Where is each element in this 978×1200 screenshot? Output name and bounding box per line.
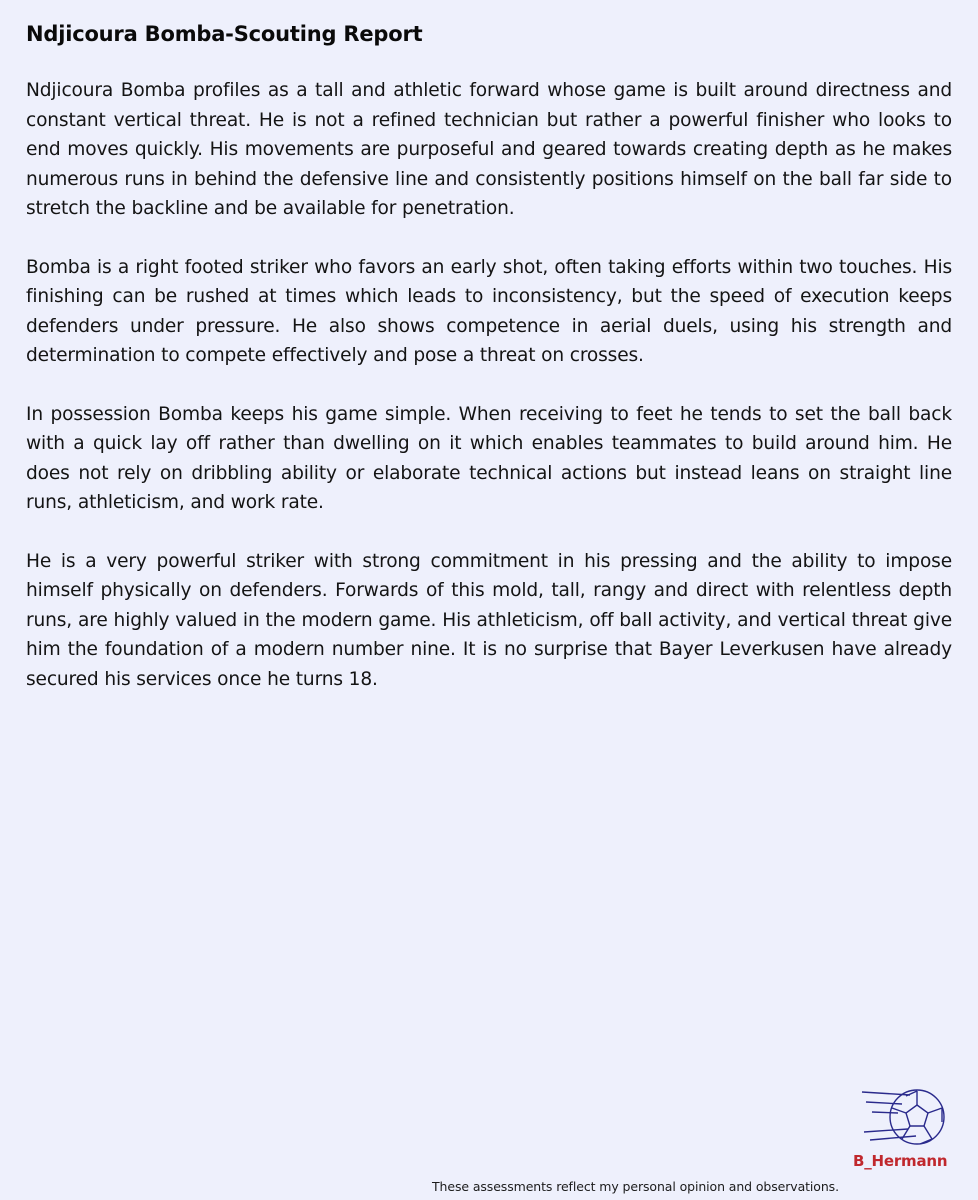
disclaimer-text: These assessments reflect my personal opinion and observations. xyxy=(432,1179,839,1194)
brand-name: B_Hermann xyxy=(853,1152,948,1170)
report-paragraph: Ndjicoura Bomba profiles as a tall and athletic forward whose game is built around directness and constant vertical threat. He is not a refined technician but rather a powerful finisher who looks to end moves quickly. His movements are purposeful and geared towards creating depth as he makes numerous runs in behind the defensive line and consistently positions himself on the ball far side to stretch the backline and be available for penetration. xyxy=(26,80,952,219)
report-paragraph: He is a very powerful striker with strong commitment in his pressing and the ability to impose himself physically on defenders. Forwards of this mold, tall, rangy and direct with relentless depth runs, are highly valued in the modern game. His athleticism, off ball activity, and vertical threat give him the foundation of a modern number nine. It is no surprise that Bayer Leverkusen have already secured his services once he turns 18. xyxy=(26,550,952,690)
report-paragraph: Bomba is a right footed striker who favors an early shot, often taking efforts within two touches. His finishing can be rushed at times which leads to inconsistency, but the speed of execution keeps defenders under pressure. He also shows competence in aerial duels, using his strength and determination to compete effectively and pose a threat on crosses. xyxy=(26,256,952,366)
page-title: Ndjicoura Bomba-Scouting Report xyxy=(26,22,423,46)
report-body xyxy=(26,76,952,723)
soccer-ball-icon xyxy=(858,1086,948,1148)
report-paragraph: In possession Bomba keeps his game simple. When receiving to feet he tends to set the ball back with a quick lay off rather than dwelling on it which enables teammates to build around him. He does not rely on dribbling ability or elaborate technical actions but instead leans on straight line runs, athleticism, and work rate. xyxy=(26,403,952,513)
